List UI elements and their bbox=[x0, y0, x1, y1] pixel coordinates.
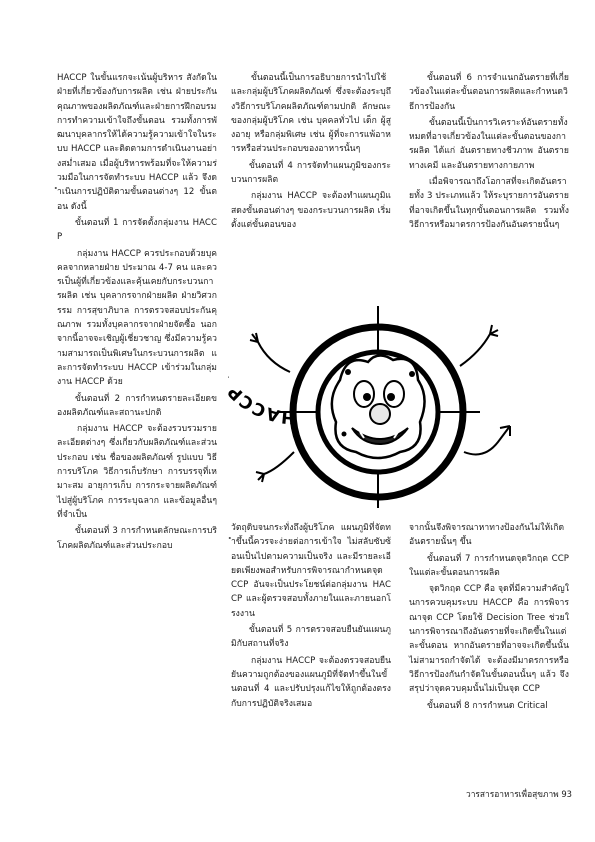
paragraph: กลุ่มงาน HACCP จะต้องทำแผนภูมิแสดงขั้นตอนต่างๆ ของกระบวนการผลิต เริ่มตั้งแต่ขั้นตอนของ bbox=[231, 191, 391, 230]
page-footer: วารสารอาหารเพื่อสุขภาพ 93 bbox=[466, 789, 572, 799]
paragraph: ขั้นตอนนี้เป็นการวิเคราะห์อันตรายทั้งหมดที่อาจเกี่ยวข้องในแต่ละขั้นตอนของการผลิต ได้แก่ อันตรายทางชีวภาพ อันตรายทางเคมี และอันตรายทางกายภาพ bbox=[409, 117, 569, 171]
paragraph: วัตถุดิบจนกระทั่งถึงผู้บริโภค แผนภูมิที่จัดทำขึ้นนี้ควรจะง่ายต่อการเข้าใจ ไม่สลับซับซ้อนเป็นไปตามความเป็นจริง และมีรายละเอียดเพียงพอสำหรับการพิจารณากำหนดจุด CCP อันจะเป็นประโยชน์ต่อกลุ่มงาน HACCP และผู้ตรวจสอบทั้งภายในและภายนอกโรงงาน bbox=[231, 523, 391, 619]
step-heading: ขั้นตอนที่ 5 การตรวจสอบยืนยันแผนภูมิกับสถานที่จริง bbox=[231, 625, 391, 650]
paragraph: กลุ่มงาน HACCP จะต้องตรวจสอบยืนยันความถูกต้องของแผนภูมิที่จัดทำขึ้นในขั้นตอนที่ 4 และปรับปรุงแก้ไขให้ถูกต้องตรงกับการปฏิบัติจริงเสมอ bbox=[231, 655, 391, 709]
paragraph: HACCP ในขั้นแรกจะเน้นผู้บริหาร สังกัดในฝ่ายที่เกี่ยวข้องกับการผลิต เช่น ฝ่ายประกันคุณภาพของผลิตภัณฑ์และฝ่ายการฝึกอบรมการทำความเข้าใจถึงขั้นตอน รวมทั้งการพัฒนาบุคลากรให้ได้ความรู้ความเข้าใจในระบบ HACCP และติดตามการดำเนินงานอย่างสม่ำเสมอ เมื่อผู้บริหารพร้อมที่จะให้ความร่วมมือในการจัดทำระบบ HACCP แล้ว จึงดำเนินการปฏิบัติตามขั้นตอนต่างๆ 12 ขั้นตอน ดังนี้ bbox=[57, 73, 217, 212]
ring-text: HACC bbox=[235, 389, 297, 428]
step-heading: ขั้นตอนที่ 4 การจัดทำแผนภูมิของกระบวนการผลิต bbox=[231, 160, 391, 186]
text-column-3-bottom bbox=[409, 521, 569, 715]
paragraph: จุดวิกฤต CCP คือ จุดที่มีความสำคัญในการควบคุมระบบ HACCP คือ การพิจารณาจุด CCP โดยใช้ Decision Tree ช่วยในการพิจารณาถึงอันตรายที่จะเกิดขึ้นในแต่ละขั้นตอน หากอันตรายที่อาจจะเกิดขึ้นนั้นไม่สามารถกำจัดได้ จะต้องมีมาตรการหรือวิธีการป้องกันกำจัดในขั้นตอนนั้นๆ แล้ว จึงสรุปว่าจุดควบคุมนั้นไม่เป็นจุด CCP bbox=[409, 584, 569, 695]
step-heading: ขั้นตอนที่ 6 การจำแนกอันตรายที่เกี่ยวข้องในแต่ละขั้นตอนการผลิตและกำหนดวิธีการป้องกัน bbox=[409, 73, 569, 112]
paragraph: เมื่อพิจารณาถึงโอกาสที่จะเกิดอันตรายทั้ง 3 ประเภทแล้ว ให้ระบุรายการอันตรายที่อาจเกิดขึ้นในทุกขั้นตอนการผลิต รวมทั้งวิธีการหรือมาตรการป้องกันอันตรายนั้นๆ bbox=[409, 177, 569, 230]
text-column-1 bbox=[57, 71, 217, 555]
step-heading: ขั้นตอนที่ 1 การจัดตั้งกลุ่มงาน HACCP bbox=[57, 217, 217, 243]
step-heading: ขั้นตอนที่ 2 การกำหนดรายละเอียดของผลิตภัณฑ์และสถานะปกติ bbox=[57, 393, 217, 418]
paragraph: จากนั้นจึงพิจารณาหาทางป้องกันไม่ให้เกิดอันตรายนั้นๆ ขึ้น bbox=[409, 523, 565, 548]
step-heading: ขั้นตอนที่ 3 การกำหนดลักษณะการบริโภคผลิตภัณฑ์และส่วนประกอบ bbox=[57, 526, 217, 551]
step-heading: ขั้นตอนที่ 7 การกำหนดจุดวิกฤต CCP ในแต่ละขั้นตอนการผลิต bbox=[409, 553, 569, 578]
text-column-3-top bbox=[409, 71, 569, 234]
paragraph: ขั้นตอนนี้เป็นการอธิบายการนำไปใช้และกลุ่มผู้บริโภคผลิตภัณฑ์ ซึ่งจะต้องระบุถึงวิธีการบริโภคผลิตภัณฑ์ตามปกติ ลักษณะของกลุ่มผู้บริโภค เช่น บุคคลทั่วไป เด็ก ผู้สูงอายุ หรือกลุ่มพิเศษ เช่น ผู้ที่จะการแพ้อาหารหรือส่วนประกอบของอาหารนั้นๆ bbox=[231, 73, 391, 155]
paragraph: กลุ่มงาน HACCP จะต้องรวบรวมรายละเอียดต่างๆ ซึ่งเกี่ยวกับผลิตภัณฑ์และส่วนประกอบ เช่น ชื่อของผลิตภัณฑ์ รูปแบบ วิธีการบริโภค วิธีการเก็บรักษา การบรรจุที่เหมาะสม อายุการเก็บ การกระจายผลิตภัณฑ์ไปสู่ผู้บริโภค การระบุฉลาก และข้อมูลอื่นๆ ที่จำเป็น bbox=[57, 424, 217, 520]
paragraph: กลุ่มงาน HACCP ควรประกอบด้วยบุคคลจากหลายฝ่าย ประมาณ 4-7 คน และควรเป็นผู้ที่เกี่ยวข้องและคุ้นเคยกับกระบวนการผลิต เช่น บุคลากรจากฝ่ายผลิต ฝ่ายวิศวกรรม การสุขาภิบาล การตรวจสอบประกันคุณภาพ รวมทั้งบุคลากรจากฝ่ายจัดซื้อ นอกจากนี้อาจจะเชิญผู้เชี่ยวชาญ ซึ่งมีความรู้ความสามารถเป็นพิเศษในกระบวนการผลิต และการจัดทำระบบ HACCP เข้าร่วมในกลุ่มงาน HACCP ด้วย bbox=[57, 248, 217, 388]
text-column-2-bottom bbox=[231, 521, 391, 713]
germ-in-crosshair-icon bbox=[228, 302, 528, 512]
haccp-illustration bbox=[228, 302, 528, 512]
step-heading: ขั้นตอนที่ 8 การกำหนด Critical bbox=[427, 700, 548, 711]
text-column-2-top bbox=[231, 71, 391, 234]
